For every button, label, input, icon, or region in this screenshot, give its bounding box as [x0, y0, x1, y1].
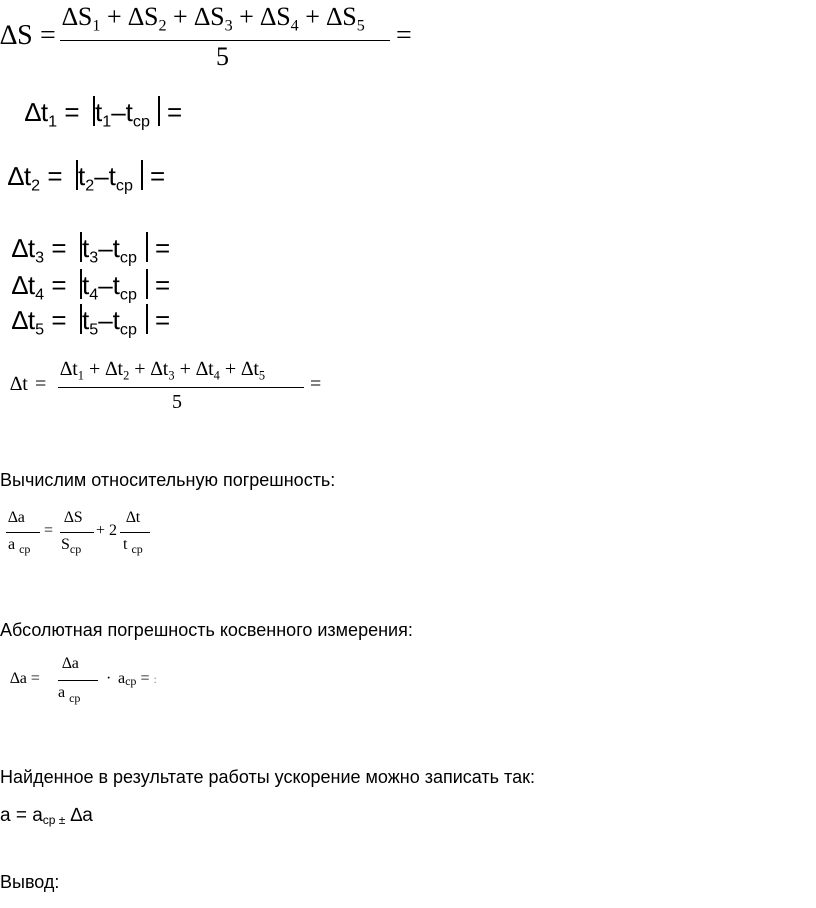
- rel-d2: $S_{ср}$: [61, 536, 82, 556]
- formula-result: a = aср ± ∆a: [0, 805, 93, 827]
- dt2-body: $t_2-t_{ср}$: [78, 161, 133, 195]
- dt2-lhs: $\Delta t_2$ =: [8, 161, 63, 195]
- ds-lhs: ∆S: [0, 20, 33, 51]
- result-heading: Найденное в результате работы ускорение можно записать так:: [0, 767, 535, 787]
- dtm-eq: =: [35, 373, 47, 395]
- dt2-tail: =: [150, 161, 166, 191]
- dtm-denominator: 5: [172, 391, 182, 413]
- dt4-lhs: $\Delta t_4$ =: [12, 270, 67, 304]
- abs-lhs: ∆a =: [10, 670, 40, 687]
- abs-d: a $_{ср}$: [58, 684, 81, 705]
- dt1-lhs: $\Delta t_1$ =: [25, 97, 80, 131]
- dtm-tail-eq: =: [310, 373, 322, 395]
- abs-bar-right: [146, 304, 148, 334]
- abs-bar-right: [146, 269, 148, 299]
- rel-n1: ∆a: [8, 509, 25, 526]
- dt1-body: $t_1-t_{ср}$: [95, 97, 150, 131]
- rel-d1: a $_{ср}$: [8, 536, 31, 556]
- ds-numerator: $\Delta S_1 + \Delta S_2 + \Delta S_3 + \Delta S_4 + \Delta S_5$: [62, 2, 365, 35]
- ds-denominator: 5: [216, 42, 229, 71]
- absolute-error-heading: Абсолютная погрешность косвенного измерения:: [0, 620, 413, 640]
- rel-bar2: [60, 532, 94, 533]
- rel-n3: ∆t: [126, 509, 141, 526]
- abs-bar-right: [146, 232, 148, 262]
- dt3-lhs: $\Delta t_3$ =: [12, 233, 67, 267]
- rel-eq: =: [44, 522, 54, 539]
- ds-eq: =: [40, 20, 56, 51]
- dt5-tail: =: [155, 305, 171, 335]
- dt4-body: $t_4-t_{ср}$: [82, 270, 137, 304]
- abs-a: aср = :: [118, 670, 157, 688]
- dtm-lhs: ∆t: [10, 373, 28, 395]
- dt5-lhs: $\Delta t_5$ =: [12, 305, 67, 339]
- dtm-numerator: $\Delta t_1 + \Delta t_2 + \Delta t_3 + \Delta t_4 + \Delta t_5$: [60, 358, 266, 383]
- rel-plus: + 2: [96, 522, 118, 539]
- dt4-tail: =: [155, 270, 171, 300]
- abs-bar-right: [158, 96, 160, 126]
- rel-d3: t $_{ср}$: [123, 536, 143, 556]
- abs-bar: [58, 680, 98, 681]
- dt3-body: $t_3-t_{ср}$: [82, 233, 137, 267]
- abs-dot: ·: [106, 670, 112, 687]
- dtm-fraction-bar: [58, 387, 304, 388]
- abs-n: ∆a: [62, 655, 79, 672]
- dt1-tail: =: [167, 97, 183, 127]
- rel-n2: ∆S: [64, 509, 83, 526]
- dt5-body: $t_5-t_{ср}$: [82, 305, 137, 339]
- rel-bar3: [120, 532, 150, 533]
- conclusion-heading: Вывод:: [0, 872, 60, 892]
- rel-bar1: [6, 532, 40, 533]
- abs-bar-right: [141, 160, 143, 190]
- ds-tail-eq: =: [396, 20, 412, 51]
- relative-error-heading: Вычислим относительную погрешность:: [0, 470, 336, 490]
- dt3-tail: =: [155, 233, 171, 263]
